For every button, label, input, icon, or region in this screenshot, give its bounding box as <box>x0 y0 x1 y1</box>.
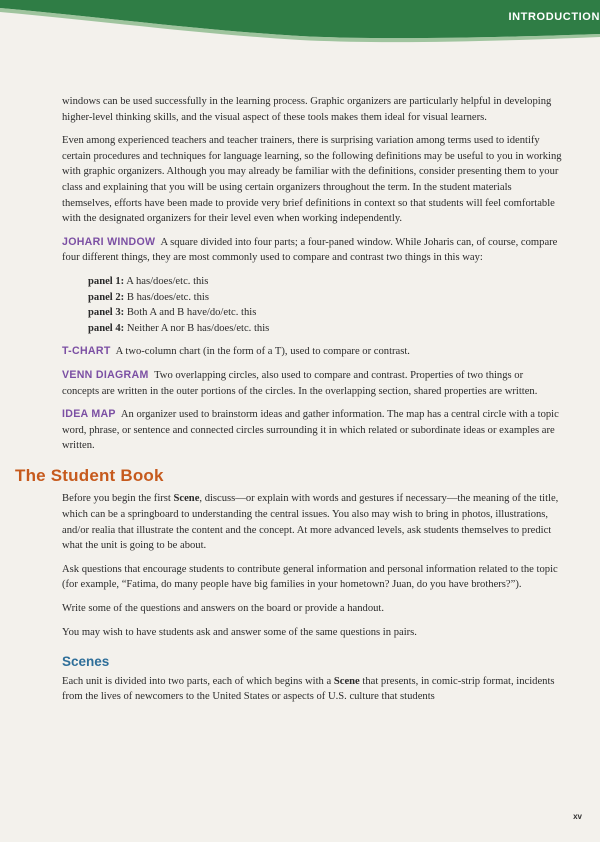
section-label: INTRODUCTION <box>508 11 600 23</box>
student-book-paragraph-1: Before you begin the first Scene, discuss—or explain with words and gestures if necessary—the meaning of the title, which can be a springboard to understanding the central issues. You also may wish to bring in photos, illustrations, and/or realia that illustrate the content and the concept. At more advanced levels, ask students themselves to predict what the unit is going to be about. <box>62 493 559 552</box>
definition-text: A two-column chart (in the form of a T), used to compare or contrast. <box>115 346 410 358</box>
page-number: xv <box>573 812 582 821</box>
definition-venn-diagram <box>62 368 562 399</box>
student-book-paragraph-2: Ask questions that encourage students to contribute general information and personal information related to the topic (for example, “Fatima, do many people have big families in your hometown? Juan, do you have brothers?”). <box>62 563 558 591</box>
section-heading-student-book: The Student Book <box>15 465 164 485</box>
panel-row-3: panel 3: Both A and B have/do/etc. this <box>88 307 257 319</box>
definition-text: An organizer used to brainstorm ideas and gather information. The map has a central circle with a topic word, phrase, or sentence and connected circles surrounding it in which related or subordinate ideas or examples are written. <box>62 409 559 452</box>
panel-row-1: panel 1: A has/does/etc. this <box>88 275 209 287</box>
student-book-paragraph-3: Write some of the questions and answers on the board or provide a handout. <box>62 603 385 615</box>
panel-row-4: panel 4: Neither A nor B has/does/etc. this <box>88 322 270 334</box>
student-book-paragraph-4: You may wish to have students ask and answer some of the same questions in pairs. <box>62 626 417 638</box>
term-t-chart: T-CHART <box>62 345 111 358</box>
term-johari-window: JOHARI WINDOW <box>62 235 156 248</box>
intro-paragraph-2: Even among experienced teachers and teacher trainers, there is surprising variation among terms used to identify certain procedures and techniques for language learning, so the following definitions may be useful to you in working with graphic organizers. Although you may already be familiar with the definitions, consider presenting them to your class and explaining that you will be using certain organizers throughout the term. In the student materials themselves, efforts have been made to provide very brief definitions in context so that students will feel comfortable with the designated organizers for their level even when working independently. <box>62 135 562 225</box>
definition-text: Two overlapping circles, also used to compare and contrast. Properties of two things or concepts are written in the outer portions of the circles. In the overlapping section, shared properties are written. <box>62 369 538 397</box>
panel-row-2: panel 2: B has/does/etc. this <box>88 291 209 303</box>
subsection-heading-scenes: Scenes <box>62 654 110 670</box>
page-content <box>15 94 562 713</box>
header-banner <box>0 0 600 48</box>
scenes-paragraph-1: Each unit is divided into two parts, each of which begins with a Scene that presents, in comic-strip format, incidents from the lives of newcomers to the United States or aspects of U.S. culture that students <box>62 675 555 703</box>
banner-wave-graphic <box>0 0 600 48</box>
term-idea-map: IDEA MAP <box>62 408 116 421</box>
term-venn-diagram: VENN DIAGRAM <box>62 368 149 381</box>
johari-panels-list <box>88 274 562 336</box>
definition-text: A square divided into four parts; a four-paned window. While Joharis can, of course, compare four different things, they are most commonly used to compare and contrast two things in this way: <box>62 236 558 264</box>
definition-idea-map <box>62 407 562 454</box>
definition-t-chart <box>62 344 562 360</box>
intro-paragraph-1: windows can be used successfully in the learning process. Graphic organizers are particularly helpful in developing higher-level thinking skills, and the visual aspect of these tools makes them ideal for visual learners. <box>62 96 552 123</box>
definition-johari-window <box>62 235 562 266</box>
